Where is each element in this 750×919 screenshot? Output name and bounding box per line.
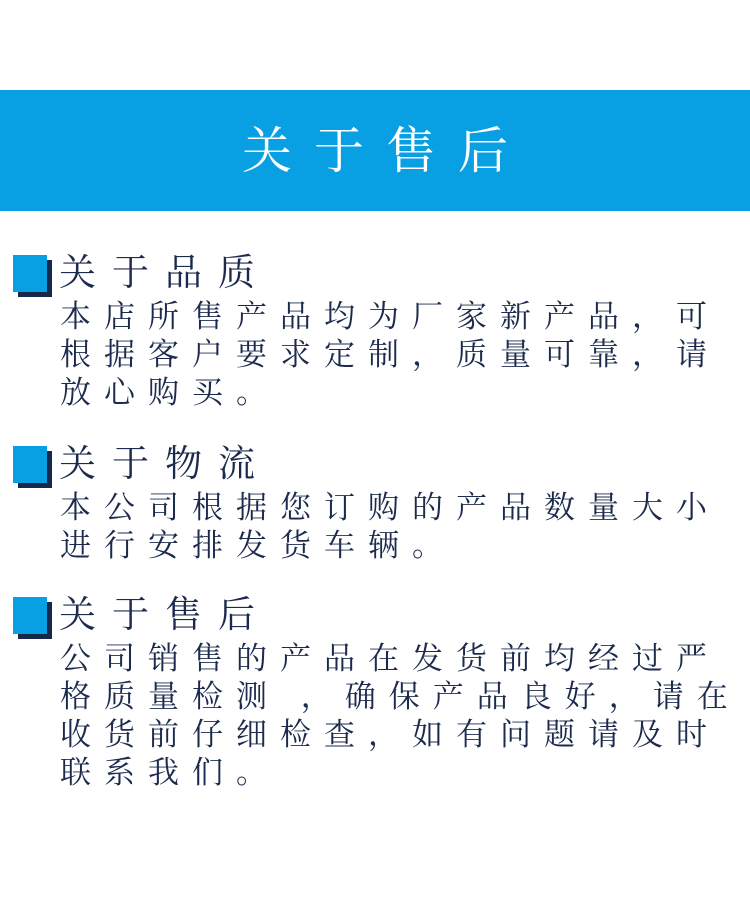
body-line: 联系我们。	[60, 755, 280, 790]
section-aftersales	[13, 595, 740, 792]
after-sales-page	[0, 90, 750, 919]
body-line: 公司销售的产品在发货前均经过严	[60, 641, 720, 676]
content	[0, 253, 750, 792]
section-logistics-header	[13, 444, 740, 486]
section-quality	[13, 253, 740, 412]
section-quality-body	[60, 298, 740, 412]
banner	[0, 90, 750, 211]
body-line: 格质量检测 ，确保产品良好，请在	[60, 679, 741, 714]
body-line: 收货前仔细检查，如有问题请及时	[60, 717, 720, 752]
section-logistics-heading: 关于物流	[59, 444, 271, 485]
section-quality-header	[13, 253, 740, 295]
body-line: 本店所售产品均为厂家新产品，可	[60, 299, 720, 334]
banner-title: 关于售后	[242, 122, 530, 179]
body-line: 根据客户要求定制，质量可靠，请	[60, 337, 720, 372]
bullet-square-icon	[13, 446, 47, 483]
section-aftersales-header	[13, 595, 740, 637]
bullet-square-icon	[13, 597, 47, 634]
section-logistics	[13, 444, 740, 565]
section-aftersales-heading: 关于售后	[59, 595, 271, 636]
body-line: 进行安排发货车辆。	[60, 528, 456, 563]
section-logistics-body	[60, 489, 740, 565]
bullet-square-icon	[13, 255, 47, 292]
body-line: 本公司根据您订购的产品数量大小	[60, 490, 720, 525]
body-line: 放心购买。	[60, 375, 280, 410]
section-aftersales-body	[60, 640, 740, 792]
section-quality-heading: 关于品质	[59, 253, 271, 294]
